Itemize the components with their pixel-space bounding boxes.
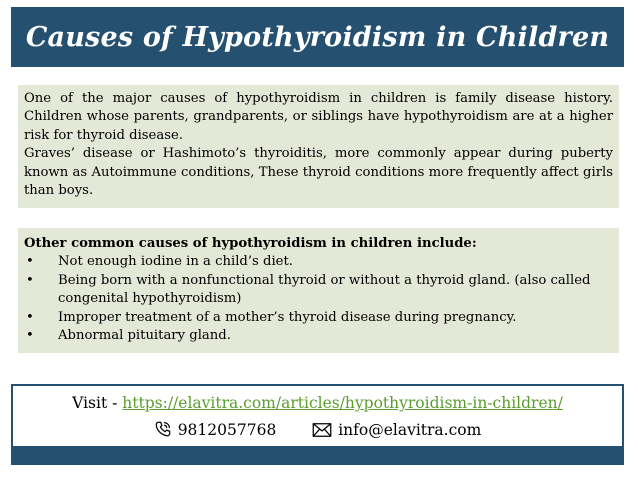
bullet: •: [26, 272, 34, 288]
email-icon: [312, 422, 332, 442]
intro-paragraph-2: Graves’ disease or Hashimoto’s thyroiditis, more commonly appear during puberty known as Autoimmune conditions, These thyroid conditions more frequently affect girls than boys.: [24, 146, 613, 199]
intro-box: [18, 85, 619, 208]
causes-heading: Other common causes of hypothyroidism in children include:: [24, 236, 477, 251]
list-item: • Not enough iodine in a child’s diet.: [24, 253, 613, 271]
intro-paragraph-1: One of the major causes of hypothyroidism in children is family disease history. Children whose parents, grandparents, or siblings have hypothyroidism are at a higher risk for thyroid disease.: [24, 91, 613, 143]
phone-icon: [154, 420, 172, 442]
visit-line: [13, 394, 622, 412]
contact-line: [13, 420, 622, 442]
bullet: •: [26, 328, 34, 344]
page-title: Causes of Hypothyroidism in Children: [25, 21, 610, 53]
list-item: • Improper treatment of a mother’s thyroid disease during pregnancy.: [24, 309, 613, 327]
phone-number[interactable]: 9812057768: [177, 421, 277, 439]
bullet: •: [26, 254, 34, 270]
email-address[interactable]: info@elavitra.com: [338, 421, 482, 439]
list-item: • Abnormal pituitary gland.: [24, 327, 613, 345]
title-bar: [11, 7, 624, 70]
causes-box: [18, 228, 619, 353]
bottom-band: [11, 446, 624, 465]
causes-list: [24, 253, 613, 345]
article-link[interactable]: https://elavitra.com/articles/hypothyroidism-in-children/: [122, 394, 563, 412]
visit-label: Visit -: [72, 394, 123, 412]
bullet: •: [26, 309, 34, 325]
list-item: • Being born with a nonfunctional thyroid or without a thyroid gland. (also called congenital hypothyroidism): [26, 272, 591, 307]
